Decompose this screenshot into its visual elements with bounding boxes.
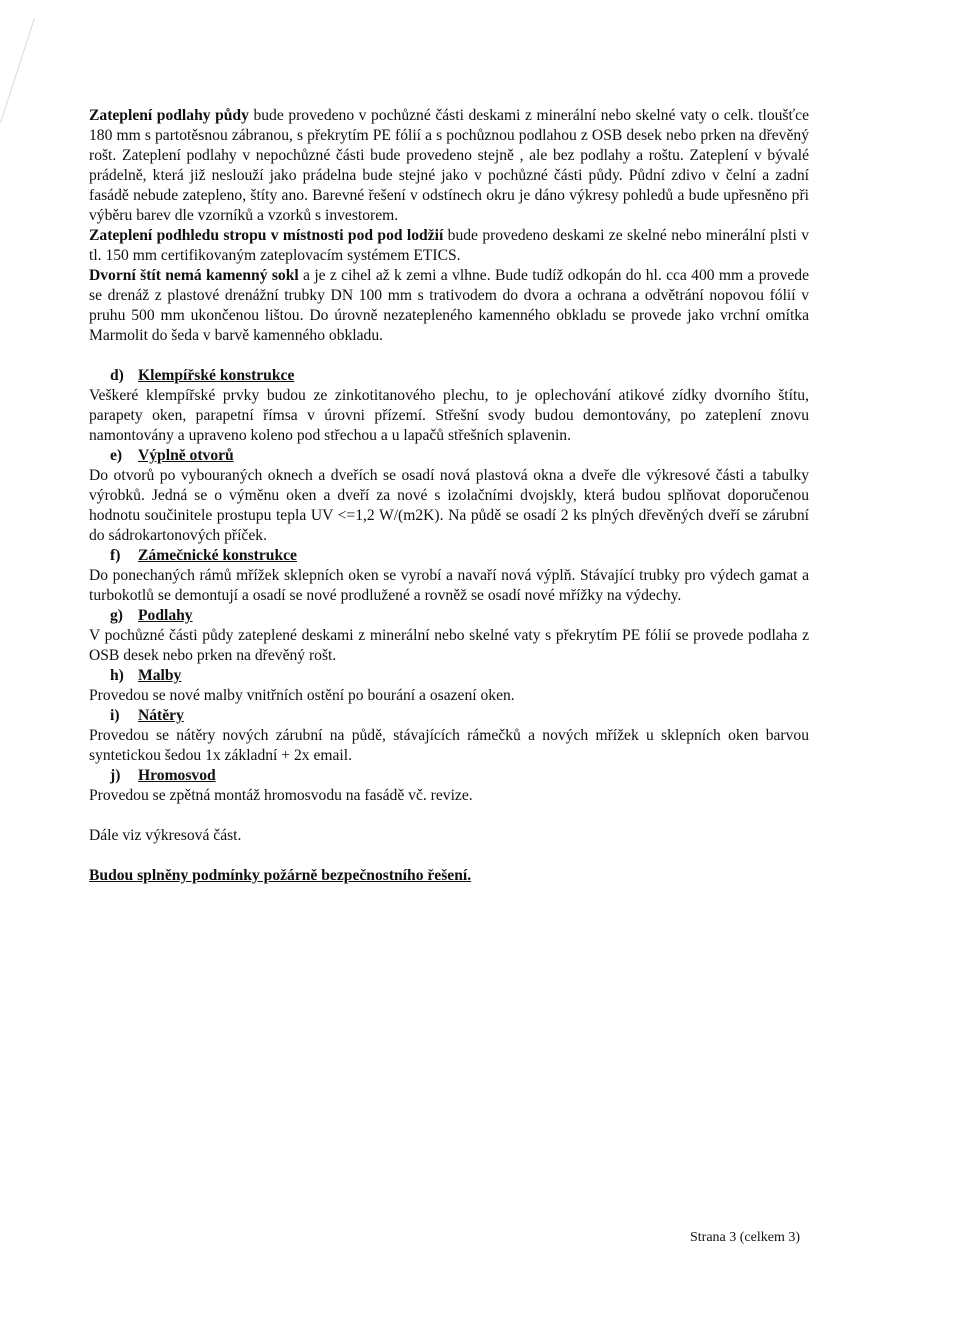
section-letter: i) (110, 707, 120, 724)
section-letter: f) (110, 547, 121, 564)
paragraph-text: bude provedeno v pochůzné části deskami z minerální nebo skelné vaty o celk. tloušťce 180 mm s partotěsnou zábranou, s překrytím PE fólií a s pochůznou podlahou z OSB desek nebo prken na dřevěný rošt. Zateplení podlahy v nepochůzné části bude provedeno stejně , ale bez podlahy a roštu. Zateplení v bývalé prádelně, která již neslouží jako prádelna bude stejné jako v pochůzné části půdy. Půdní zdivo v čelní a zadní fasádě nebude zatepleno, štíty ano. Barevné řešení v odstínech okru je dáno výkresy pohledů a bude upřesněno při výběru barev dle vzorníků a vzorků s investorem. (89, 107, 809, 224)
section-text-j: Provedou se zpětná montáž hromosvodu na fasádě vč. revize. (89, 787, 473, 804)
section-letter: e) (110, 447, 123, 464)
section-title: Podlahy (138, 607, 193, 624)
paragraph-lead: Dvorní štít nemá kamenný sokl (89, 267, 299, 284)
paragraph-text: a je z cihel až k zemi a vlhne. Bude tudíž odkopán do hl. cca 400 mm a provede se drenáž z plastové drenážní trubky DN 100 mm s trativodem do dvora a ochrana a odvětrání nopovou fólií v pruhu 500 mm ukončenou lištou. Do úrovně nezatepleného kamenného obkladu se provede jako vrchní omítka Marmolit do šeda v barvě kamenného obkladu. (89, 267, 810, 344)
paragraph-ceiling-insulation (89, 226, 809, 266)
section-text-g: V pochůzné části půdy zateplené deskami z minerální nebo skelné vaty s překrytím PE fólií se provede podlaha z OSB desek nebo prken na dřevěný rošt. (89, 627, 809, 664)
section-heading-i (89, 706, 809, 726)
section-title: Hromosvod (138, 767, 216, 784)
section-title: Nátěry (138, 707, 184, 724)
section-letter: j) (110, 767, 121, 784)
page-number: Strana 3 (celkem 3) (690, 1230, 801, 1245)
scan-artifact-line (0, 18, 35, 123)
section-heading-h (89, 666, 809, 686)
document-body (89, 106, 809, 886)
section-text-i: Provedou se nátěry nových zárubní na půdě, stávajících rámečků a nových mřížek u sklepních oken barvou syntetickou šedou 1x základní + 2x email. (89, 727, 809, 764)
section-title: Klempířské konstrukce (138, 367, 295, 384)
section-title: Výplně otvorů (138, 447, 234, 464)
paragraph-lead: Zateplení podlahy půdy (89, 107, 249, 124)
section-heading-e (89, 446, 809, 466)
fire-safety-statement: Budou splněny podmínky požárně bezpečnostního řešení. (89, 867, 472, 884)
paragraph-gable-wall (89, 266, 809, 346)
section-title: Malby (138, 667, 182, 684)
section-text-f: Do ponechaných rámů mřížek sklepních oken se vyrobí a navaří nová výplň. Stávající trubky pro výdech gamat a turbokotlů se demontují a osadí se nové prodlužené a rovněž se osadí nové mřížky na výdechy. (89, 567, 809, 604)
paragraph-lead: Zateplení podhledu stropu v místnosti pod pod lodžií (89, 227, 444, 244)
section-letter: d) (110, 367, 124, 384)
section-text-e: Do otvorů po vybouraných oknech a dveřích se osadí nová plastová okna a dveře dle výkresové části a tabulky výrobků. Jedná se o výměnu oken a dveří za nové s izolačními dvojskly, která budou splňovat doporučenou hodnotu součinitele prostupu tepla UV <=1,2 W/(m2K). Na půdě se osadí 2 ks plných dřevěných dveří se zárubní do sádrokartonových příček. (89, 467, 809, 544)
paragraph-text: bude provedeno deskami ze skelné nebo minerální plsti v tl. 150 mm certifikovaným zateplovacím systémem ETICS. (89, 227, 809, 264)
section-title: Zámečnické konstrukce (138, 547, 297, 564)
section-letter: h) (110, 667, 124, 684)
section-text-d: Veškeré klempířské prvky budou ze zinkotitanového plechu, to je oplechování atikové zídky dvorního štítu, parapety oken, parapetní římsa v úrovni přízemí. Střešní svody budou demontovány, po zateplení znovu namontovány a upraveno koleno pod střechou a u lapačů střešních splavenin. (89, 387, 809, 444)
section-text-h: Provedou se nové malby vnitřních ostění po bourání a osazení oken. (89, 687, 515, 704)
section-heading-g (89, 606, 809, 626)
see-drawings-note: Dále viz výkresová část. (89, 827, 242, 844)
section-letter: g) (110, 607, 123, 624)
paragraph-attic-insulation (89, 106, 809, 226)
section-heading-j (89, 766, 809, 786)
section-heading-d (89, 366, 809, 386)
section-heading-f (89, 546, 809, 566)
